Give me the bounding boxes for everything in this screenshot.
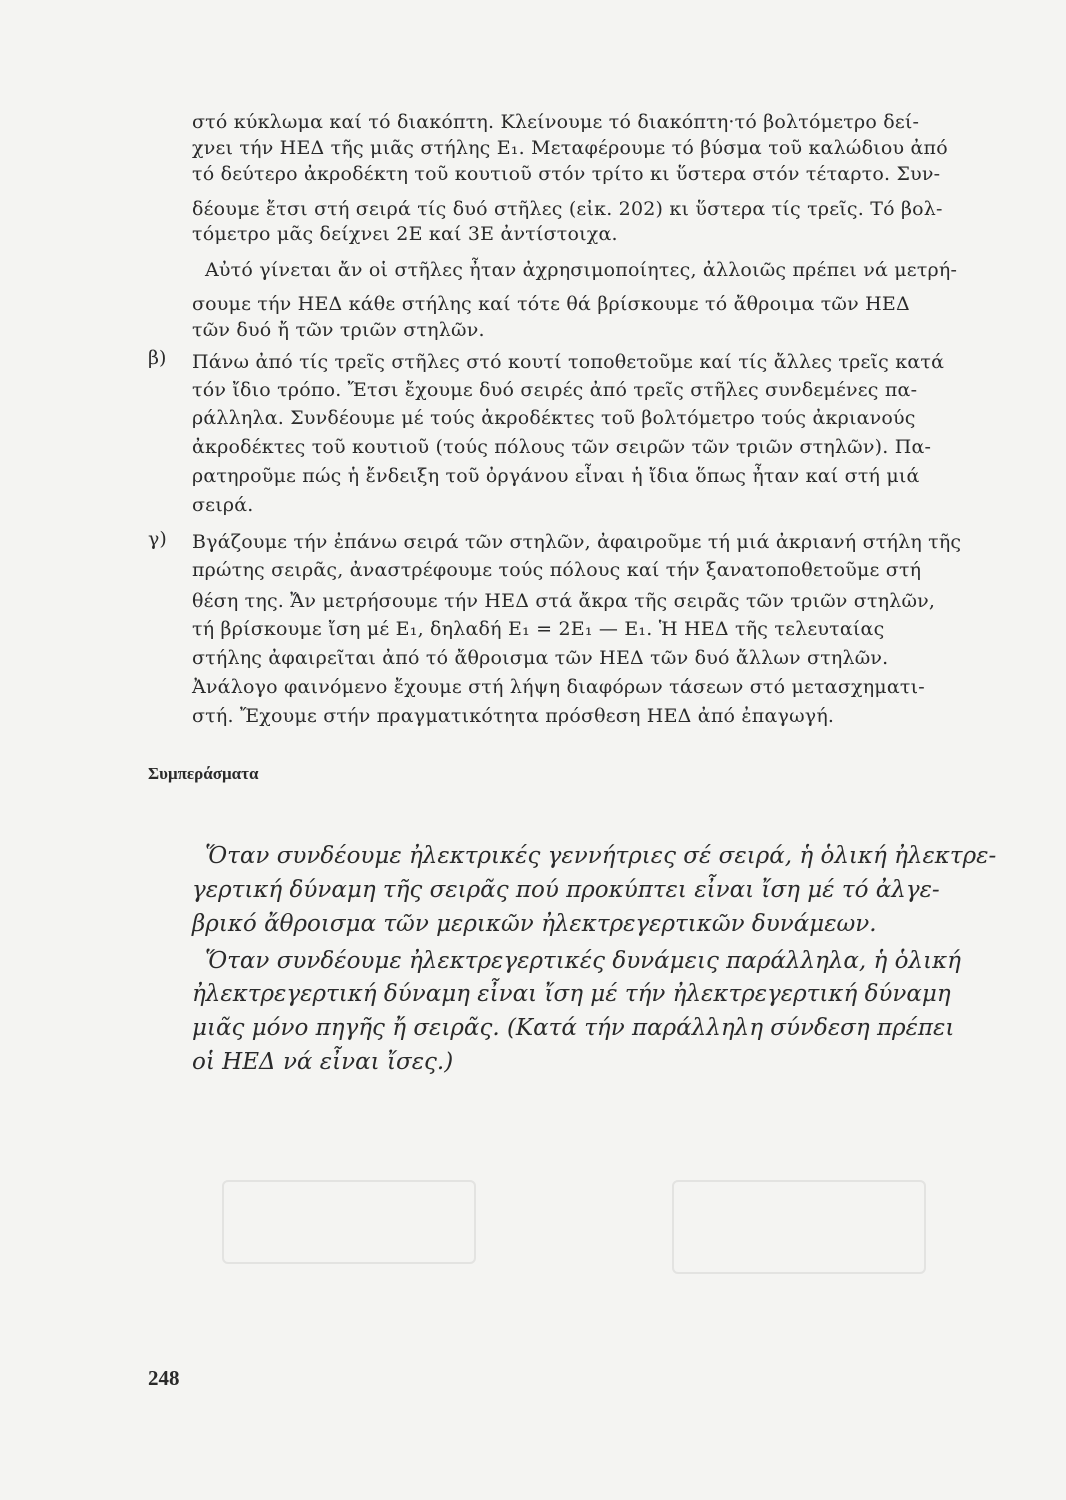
text-line: Αὐτό γίνεται ἄν οἱ στῆλες ἦταν ἀχρησιμοποίητες, ἀλλοιῶς πρέπει νά μετρή- — [205, 259, 958, 281]
text-line: στήλης ἀφαιρεῖται ἀπό τό ἄθροισμα τῶν ΗΕΔ τῶν δυό ἄλλων στηλῶν. — [192, 647, 889, 669]
text-line: θέση της. Ἄν μετρήσουμε τήν ΗΕΔ στά ἄκρα τῆς σειρᾶς τῶν τριῶν στηλῶν, — [192, 590, 936, 612]
bleed-through-apparatus-left — [222, 1180, 476, 1264]
text-line: σουμε τήν ΗΕΔ κάθε στήλης καί τότε θά βρίσκουμε τό ἄθροιμα τῶν ΗΕΔ — [192, 293, 910, 315]
page-number: 248 — [148, 1366, 180, 1390]
conclusion-line: ἠλεκτρεγερτική δύναμη εἶναι ἴση μέ τήν ἠλεκτρεγερτική δύναμη — [192, 981, 951, 1007]
conclusion-line: γερτική δύναμη τῆς σειρᾶς πού προκύπτει εἶναι ἴση μέ τό ἀλγε- — [192, 877, 940, 903]
text-line: ρατηροῦμε πώς ἡ ἔνδειξη τοῦ ὀργάνου εἶναι ἡ ἴδια ὅπως ἦταν καί στή μιά — [192, 465, 920, 487]
text-line: τό δεύτερο ἀκροδέκτη τοῦ κουτιοῦ στόν τρίτο κι ὕστερα στόν τέταρτο. Συν- — [192, 163, 941, 185]
text-line: σειρά. — [192, 494, 254, 516]
item-c-label: γ) — [148, 528, 167, 550]
text-line: τῶν δυό ἤ τῶν τριῶν στηλῶν. — [192, 319, 485, 341]
text-line: χνει τήν ΗΕΔ τῆς μιᾶς στήλης E₁. Μεταφέρουμε τό βύσμα τοῦ καλώδιου ἀπό — [192, 137, 948, 159]
text-line: πρώτης σειρᾶς, ἀναστρέφουμε τούς πόλους καί τήν ξανατοποθετοῦμε στή — [192, 559, 922, 581]
conclusion-line: οἱ ΗΕΔ νά εἶναι ἴσες.) — [192, 1049, 454, 1075]
conclusion-line: μιᾶς μόνο πηγῆς ἤ σειρᾶς. (Κατά τήν παράλληλη σύνδεση πρέπει — [192, 1015, 955, 1041]
text-line: τόν ἴδιο τρόπο. Ἔτσι ἔχουμε δυό σειρές ἀπό τρεῖς στῆλες συνδεμένες πα- — [192, 379, 918, 401]
item-b-label: β) — [148, 347, 167, 369]
text-line: τόμετρο μᾶς δείχνει 2E καί 3E ἀντίστοιχα. — [192, 223, 618, 245]
text-line: ράλληλα. Συνδέουμε μέ τούς ἀκροδέκτες τοῦ βολτόμετρο τούς ἀκριανούς — [192, 407, 916, 429]
conclusion-line: βρικό ἄθροισμα τῶν μερικῶν ἠλεκτρεγερτικῶν δυνάμεων. — [192, 911, 877, 937]
bleed-through-apparatus-right — [672, 1180, 926, 1274]
text-line: δέουμε ἔτσι στή σειρά τίς δυό στῆλες (εἰκ. 202) κι ὕστερα τίς τρεῖς. Τό βολ- — [192, 198, 943, 220]
text-line: Βγάζουμε τήν ἐπάνω σειρά τῶν στηλῶν, ἀφαιροῦμε τή μιά ἀκριανή στήλη τῆς — [192, 531, 962, 553]
text-line: ἀκροδέκτες τοῦ κουτιοῦ (τούς πόλους τῶν σειρῶν τῶν τριῶν στηλῶν). Πα- — [192, 436, 932, 458]
conclusion-line: Ὅταν συνδέουμε ἠλεκτρεγερτικές δυνάμεις παράλληλα, ἡ ὁλική — [205, 948, 961, 974]
text-line: στό κύκλωμα καί τό διακόπτη. Κλείνουμε τό διακόπτη·τό βολτόμετρο δεί- — [192, 111, 920, 133]
text-line: στή. Ἔχουμε στήν πραγματικότητα πρόσθεση ΗΕΔ ἀπό ἐπαγωγή. — [192, 705, 835, 727]
text-line: Πάνω ἀπό τίς τρεῖς στῆλες στό κουτί τοποθετοῦμε καί τίς ἄλλες τρεῖς κατά — [192, 351, 945, 373]
conclusion-line: Ὅταν συνδέουμε ἠλεκτρικές γεννήτριες σέ σειρά, ἡ ὁλική ἠλεκτρε- — [205, 843, 997, 869]
conclusions-heading: Συμπεράσματα — [148, 764, 259, 783]
text-line: Ἀνάλογο φαινόμενο ἔχουμε στή λήψη διαφόρων τάσεων στό μετασχηματι- — [192, 676, 925, 698]
text-line: τή βρίσκουμε ἴση μέ E₁, δηλαδή E₁ = 2E₁ — E₁. Ἡ ΗΕΔ τῆς τελευταίας — [192, 618, 885, 640]
